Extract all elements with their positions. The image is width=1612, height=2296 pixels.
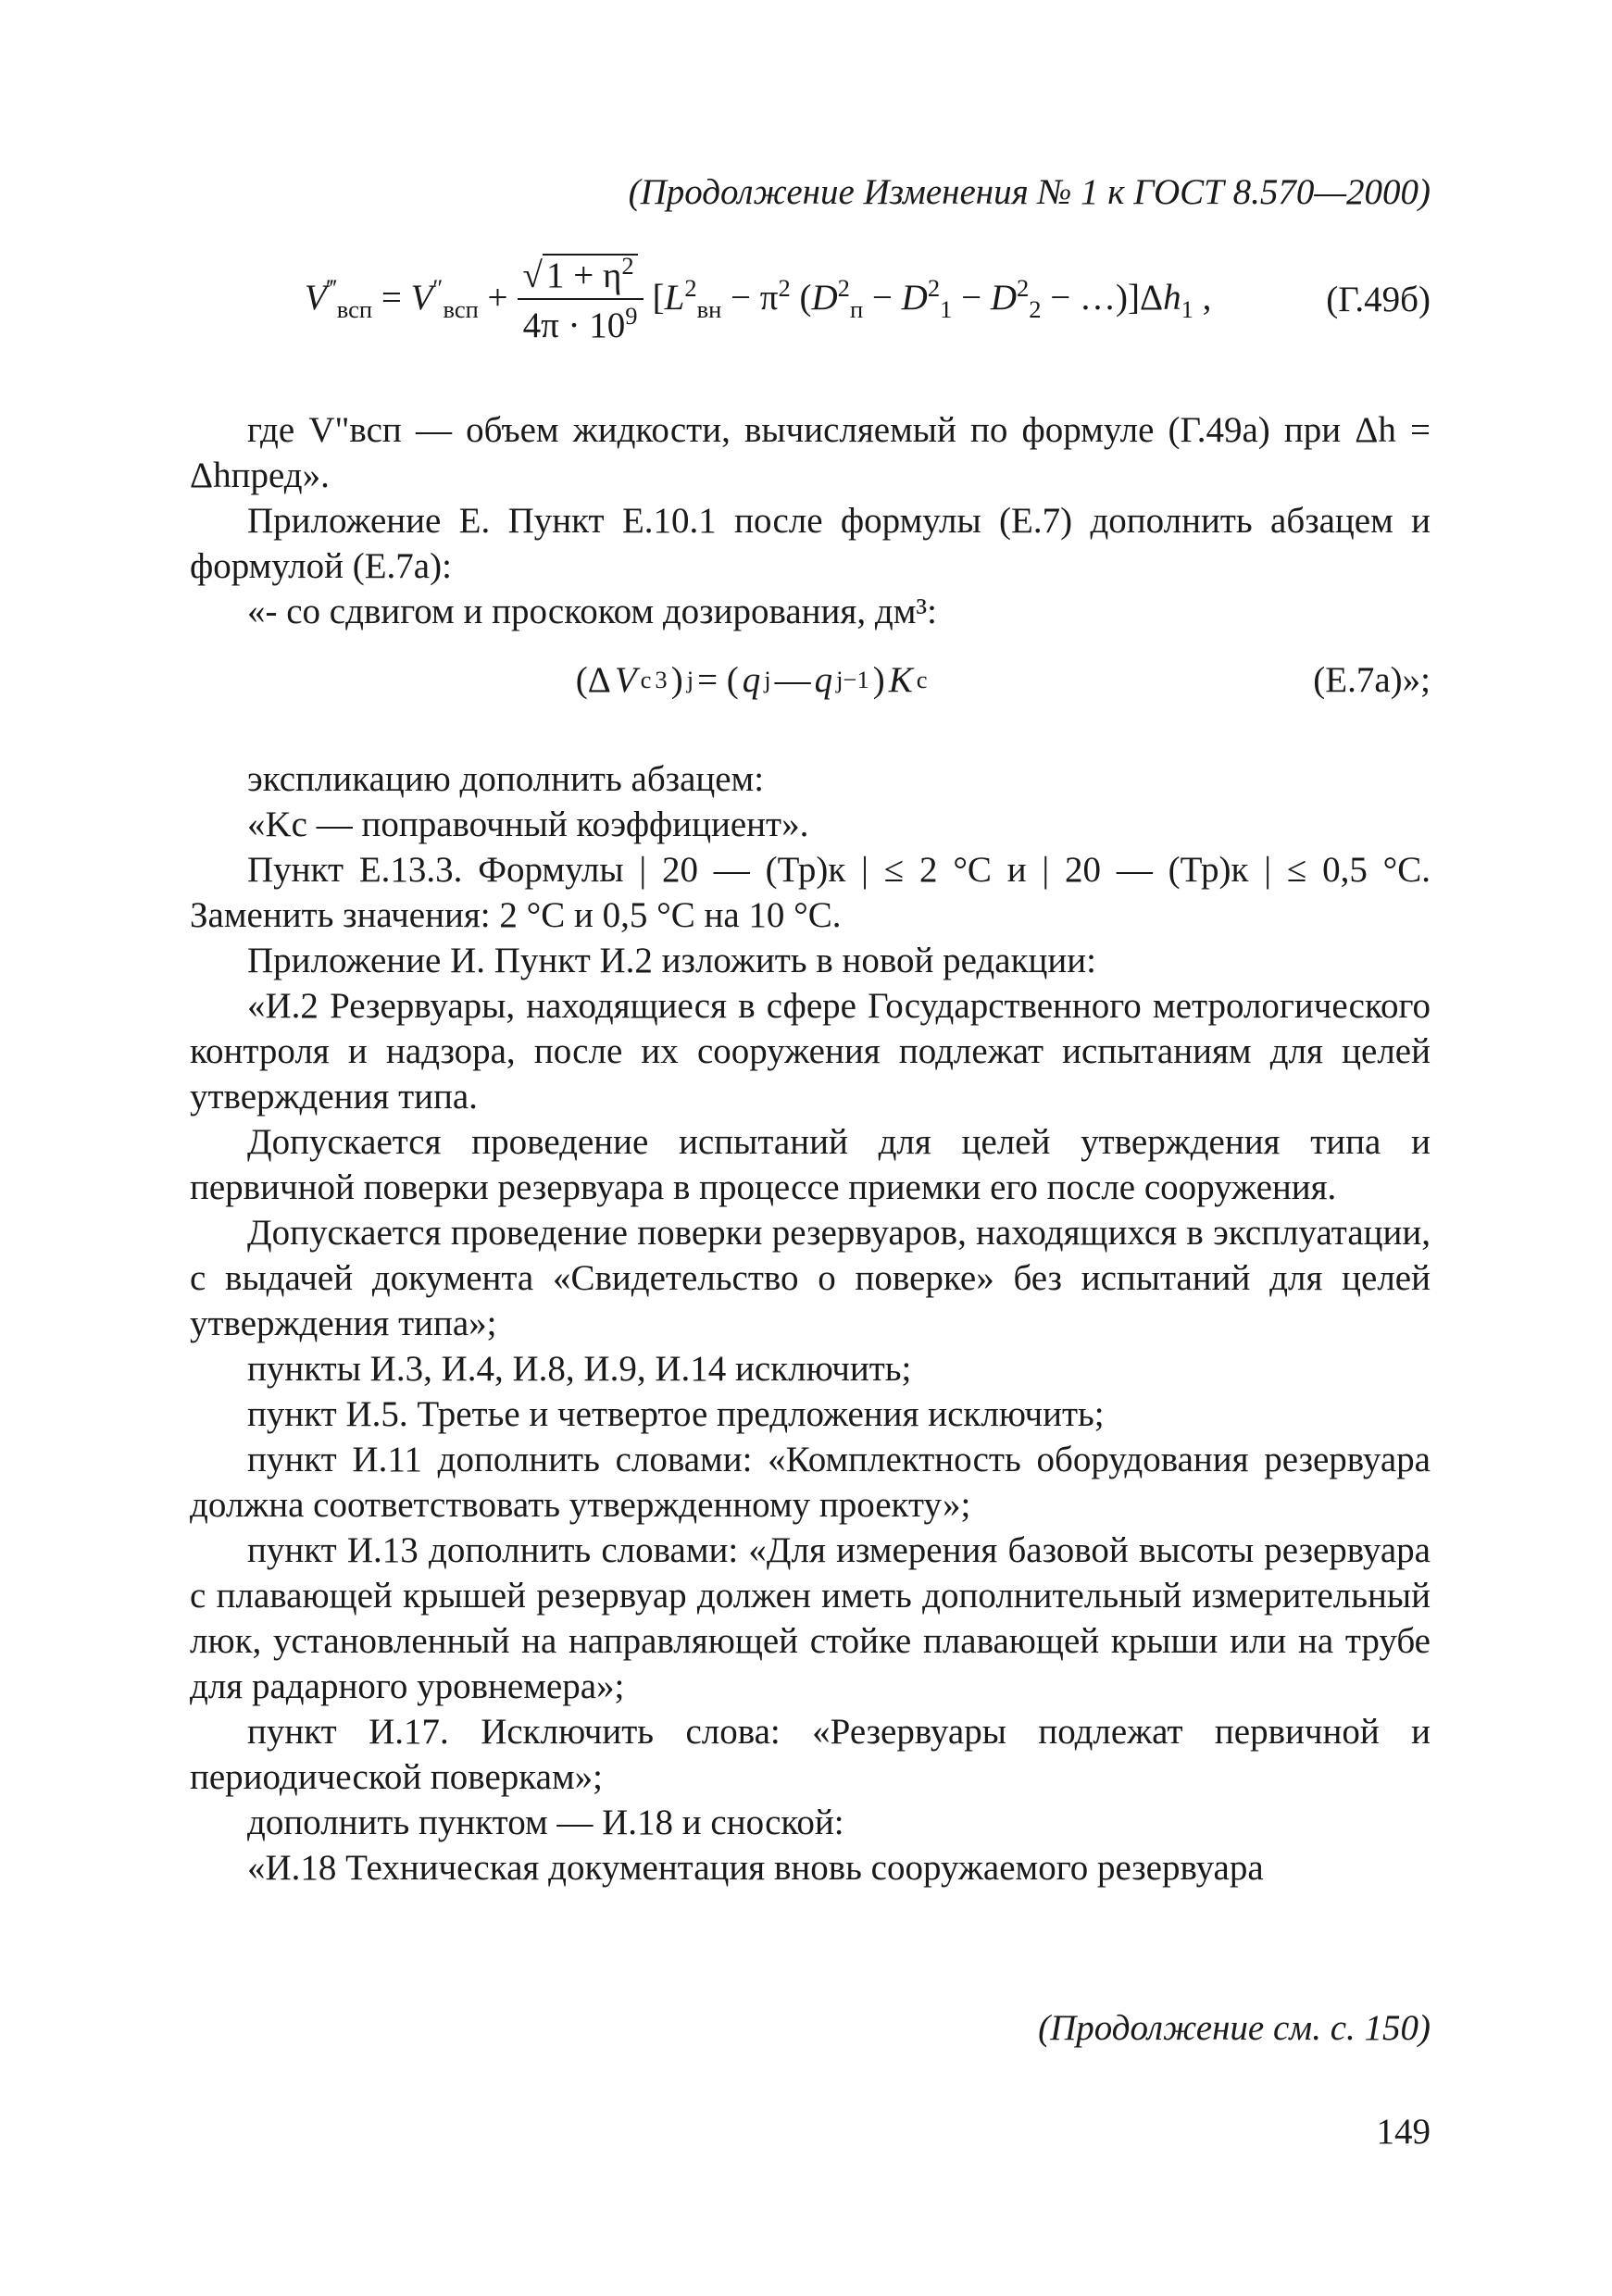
paragraph-6: Пункт Е.13.3. Формулы | 20 — (Тр)к | ≤ 2 °С и | 20 — (Тр)к | ≤ 0,5 °С. Заменить значения: 2 °С и 0,5 °С на 10 °С. bbox=[190, 850, 1431, 935]
paragraph-17: «И.18 Техническая документация вновь сооружаемого резервуара bbox=[247, 1848, 1264, 1888]
paragraph-11: пункты И.3, И.4, И.8, И.9, И.14 исключить; bbox=[247, 1349, 912, 1389]
paragraph-12: пункт И.5. Третье и четвертое предложения исключить; bbox=[247, 1394, 1105, 1434]
paragraph-13: пункт И.11 дополнить словами: «Комплектность оборудования резервуара должна соответствовать утвержденному проекту»; bbox=[190, 1440, 1431, 1525]
formula-e7a bbox=[190, 659, 1431, 701]
paragraph-1: где V"всп — объем жидкости, вычисляемый по формуле (Г.49а) при Δh = Δhпред». bbox=[190, 410, 1431, 495]
body-text bbox=[190, 407, 1431, 1890]
paragraph-14: пункт И.13 дополнить словами: «Для измерения базовой высоты резервуара с плавающей крышей резервуар должен иметь дополнительный измерительный люк, установленный на направляющей стойке плавающей крыши или на трубе для радарного уровнемера»; bbox=[190, 1530, 1431, 1706]
page-header: (Продолжение Изменения № 1 к ГОСТ 8.570—2000) bbox=[628, 172, 1431, 212]
formula-g49b-number: (Г.49б) bbox=[1326, 279, 1431, 319]
paragraph-2: Приложение Е. Пункт Е.10.1 после формулы (Е.7) дополнить абзацем и формулой (Е.7а): bbox=[190, 501, 1431, 586]
paragraph-3: «- со сдвигом и проскоком дозирования, дм³: bbox=[247, 592, 937, 631]
paragraph-7: Приложение И. Пункт И.2 изложить в новой редакции: bbox=[247, 941, 1096, 980]
paragraph-9: Допускается проведение испытаний для целей утверждения типа и первичной поверки резервуара в процессе приемки его после сооружения. bbox=[190, 1122, 1431, 1207]
paragraph-15: пункт И.17. Исключить слова: «Резервуары подлежат первичной и периодической поверкам»; bbox=[190, 1712, 1431, 1797]
formula-e7a-expression: (Δ V c 3 ) j = ( q j — q j−1 ) K c bbox=[575, 660, 928, 700]
formula-e7a-number: (Е.7а)»; bbox=[1313, 660, 1431, 700]
paragraph-8: «И.2 Резервуары, находящиеся в сфере Государственного метрологического контроля и надзора, после их сооружения подлежат испытаниям для целей утверждения типа. bbox=[190, 986, 1431, 1117]
paragraph-16: дополнить пунктом — И.18 и сноской: bbox=[247, 1803, 844, 1842]
paragraph-10: Допускается проведение поверки резервуаров, находящихся в эксплуатации, с выдачей документа «Свидетельство о поверке» без испытаний для целей утверждения типа»; bbox=[190, 1213, 1431, 1343]
formula-g49b bbox=[190, 252, 1431, 346]
paragraph-5: «Kс — поправочный коэффициент». bbox=[247, 805, 809, 844]
paragraph-4: экспликацию дополнить абзацем: bbox=[247, 759, 765, 799]
formula-g49b-expression: $V^‴_{всп} = V''_{всп}$ + $\frac{√ 1 + \eta^2}{4\pi \cdot 10^9}$ [$L^2_{вн} - \pi^2$ ($D^2_п - D^2_1 - D^2_2$ − $\dots)]\Delta h_1$ , bbox=[304, 252, 1212, 345]
page-number: 149 bbox=[1376, 2112, 1431, 2152]
continuation-note: (Продолжение см. с. 150) bbox=[1038, 2008, 1431, 2048]
